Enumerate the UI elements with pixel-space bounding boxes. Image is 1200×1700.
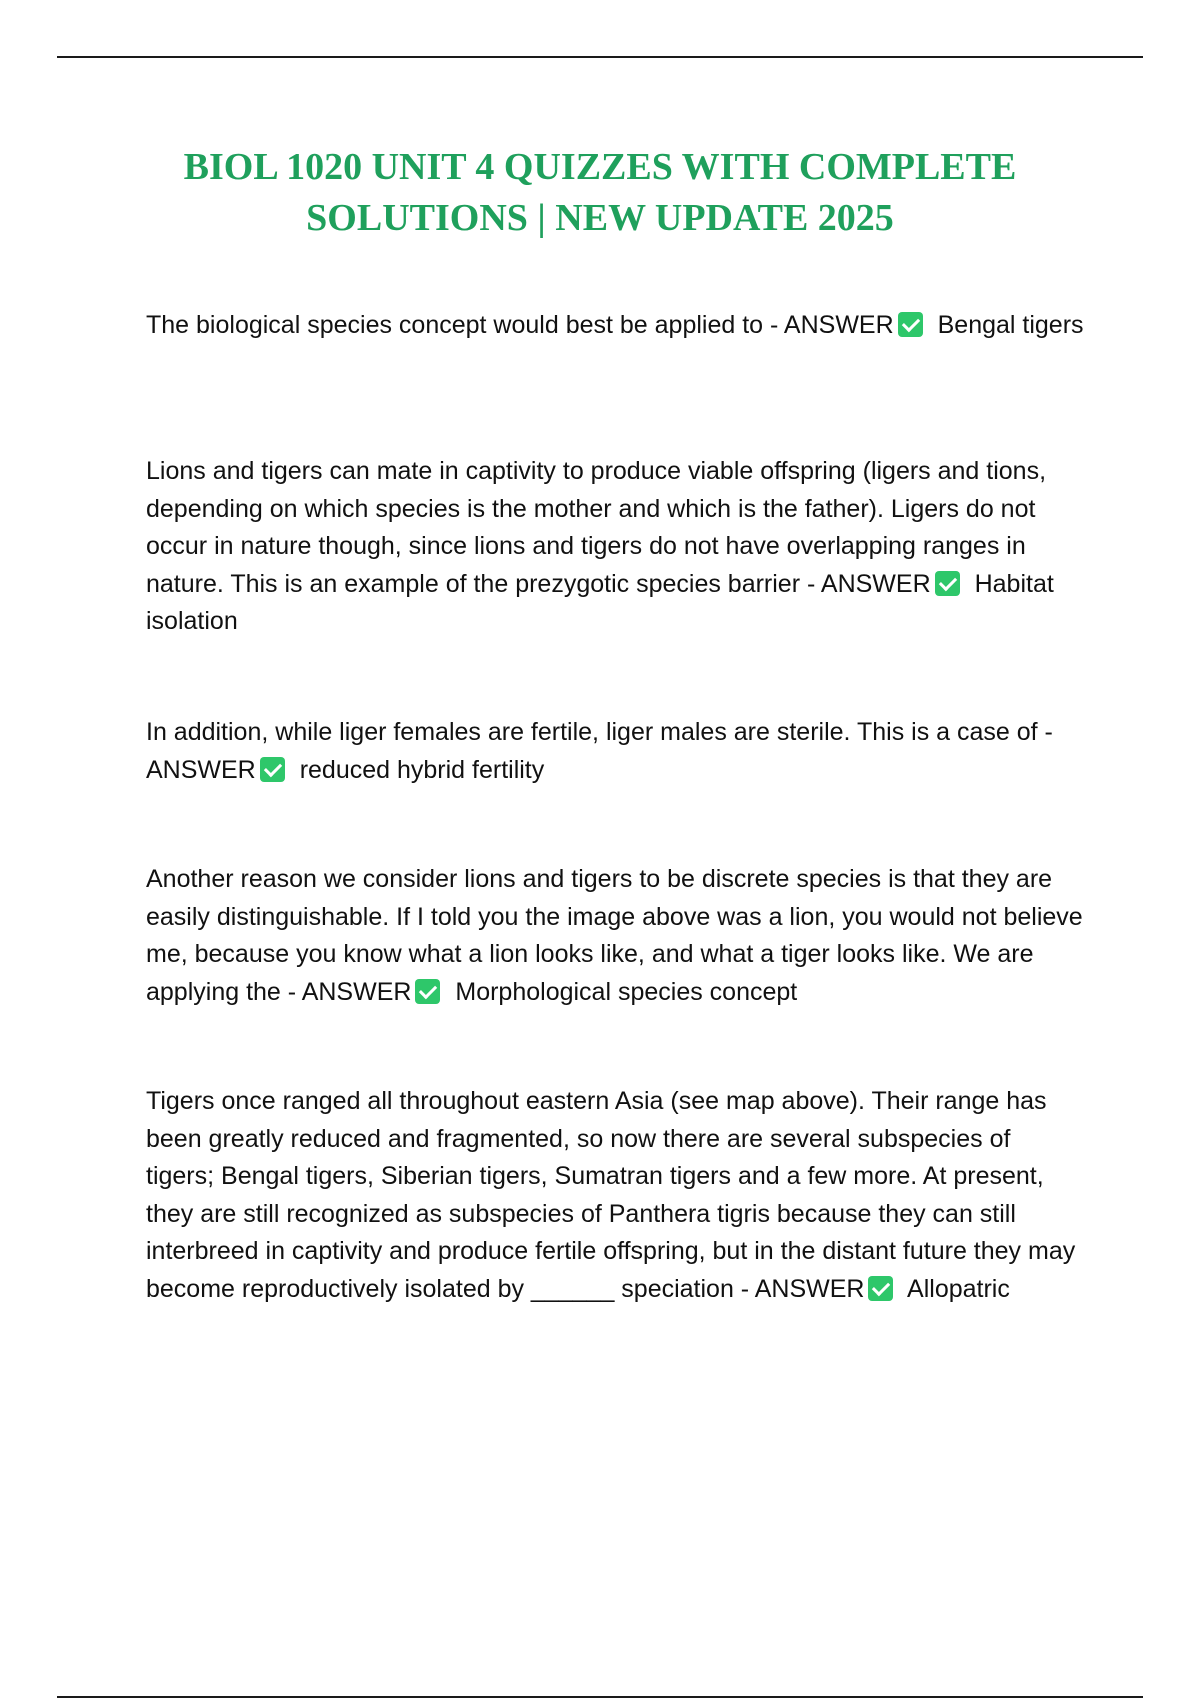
answer-marker: ANSWER (783, 311, 894, 339)
qa-item (146, 453, 1084, 641)
question-text: Another reason we consider lions and tigers to be discrete species is that they are easily distinguishable. If I told you the image above was a lion, you would not believe me, because you know what a lion looks like, and what a tiger looks like. We are applying the - (146, 865, 1083, 1006)
question-text: Lions and tigers can mate in captivity to produce viable offspring (ligers and tions, depending on which species is the mother and which is the father). Ligers do not occur in nature though, since lions and tigers do not have overlapping ranges in nature. This is an example of the prezygotic species barrier - (146, 457, 1047, 598)
answer-marker: ANSWER (146, 755, 256, 784)
check-icon (898, 312, 923, 337)
check-icon (260, 757, 285, 782)
answer-text: Morphological species concept (455, 977, 798, 1006)
document-title: BIOL 1020 UNIT 4 QUIZZES WITH COMPLETE SOLUTIONS | NEW UPDATE 2025 (183, 146, 1017, 239)
answer-marker: ANSWER (820, 569, 931, 598)
check-icon (415, 979, 440, 1004)
answer-text: Bengal tigers (937, 311, 1084, 339)
question-text: In addition, while liger females are fertile, liger males are sterile. This is a case of - (146, 718, 1053, 746)
top-rule (57, 56, 1143, 58)
qa-item (146, 861, 1084, 1011)
answer-marker: ANSWER (301, 977, 412, 1006)
qa-item (146, 307, 1084, 345)
answer-text: reduced hybrid fertility (299, 755, 545, 784)
check-icon (868, 1276, 893, 1301)
answer-marker: ANSWER (754, 1274, 865, 1303)
answer-text: Allopatric (907, 1274, 1010, 1303)
question-text: The biological species concept would best be applied to - (146, 311, 779, 339)
bottom-rule (57, 1696, 1143, 1698)
answer-text: Habitat isolation (146, 569, 1054, 635)
check-icon (935, 571, 960, 596)
qa-item (146, 714, 1084, 789)
question-text: Tigers once ranged all throughout eastern Asia (see map above). Their range has been greatly reduced and fragmented, so now there are several subspecies of tigers; Bengal tigers, Siberian tigers, Sumatran tigers and a few more. At present, they are still recognized as subspecies of Panthera tigris because they can still interbreed in captivity and produce fertile offspring, but in the distant future they may become reproductively isolated by ______ speciation - (146, 1087, 1076, 1303)
qa-item (146, 1083, 1084, 1308)
